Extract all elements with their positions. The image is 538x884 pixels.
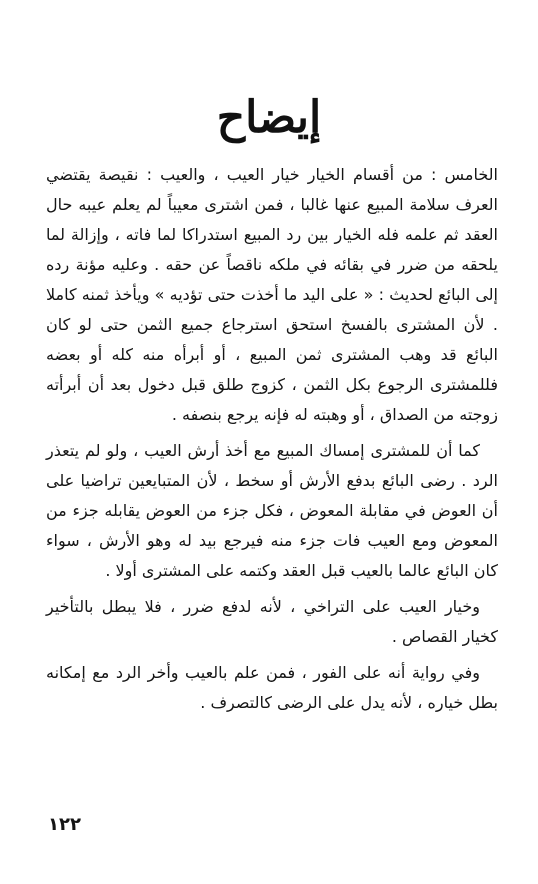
paragraph-4: وفي رواية أنه على الفور ، فمن علم بالعيب وأخر الرد مع إمكانه بطل خياره ، لأنه يدل على الرضى كالتصرف . bbox=[46, 663, 498, 712]
body-text bbox=[46, 160, 498, 718]
paragraph-1: الخامس : من أقسام الخيار خيار العيب ، والعيب : نقيصة يقتضي العرف سلامة المبيع عنها غالبا ، فمن اشترى معيباً لم يعلم عيبه حال العقد ثم علمه فله الخيار بين رد المبيع استدراكا لما فاته ، وإزالة لما يلحقه من ضرر في بقائه في ملكه ناقصاً عن حقه . وعليه مؤنة رده إلى البائع لحديث : « على اليد ما أخذت حتى تؤديه » ويأخذ ثمنه كاملا . لأن المشترى بالفسخ استحق استرجاع جميع الثمن حتى لو كان البائع قد وهب المشترى ثمن المبيع ، أو أبرأه منه كله أو بعضه فللمشترى الرجوع بكل الثمن ، كزوج طلق قبل دخول بعد أن أبرأته زوجته من الصداق ، أو وهبته له فإنه يرجع بنصفه . bbox=[46, 165, 498, 424]
page-title: إيضاح bbox=[216, 92, 322, 143]
paragraph-2: كما أن للمشترى إمساك المبيع مع أخذ أرش العيب ، ولو لم يتعذر الرد . رضى البائع بدفع الأرش أو سخط ، لأن المتبايعين تراضيا على أن العوض في مقابلة المعوض ، فكل جزء من العوض يقابله جزء من المعوض ومع العيب فات جزء منه فيرجع بيد له وهو الأرش ، سواء كان البائع عالما بالعيب قبل العقد وكتمه على المشترى أولا . bbox=[46, 441, 498, 580]
page-number: ١٢٢ bbox=[48, 814, 81, 835]
paragraph-3: وخيار العيب على التراخي ، لأنه لدفع ضرر ، فلا يبطل بالتأخير كخيار القصاص . bbox=[46, 597, 498, 646]
